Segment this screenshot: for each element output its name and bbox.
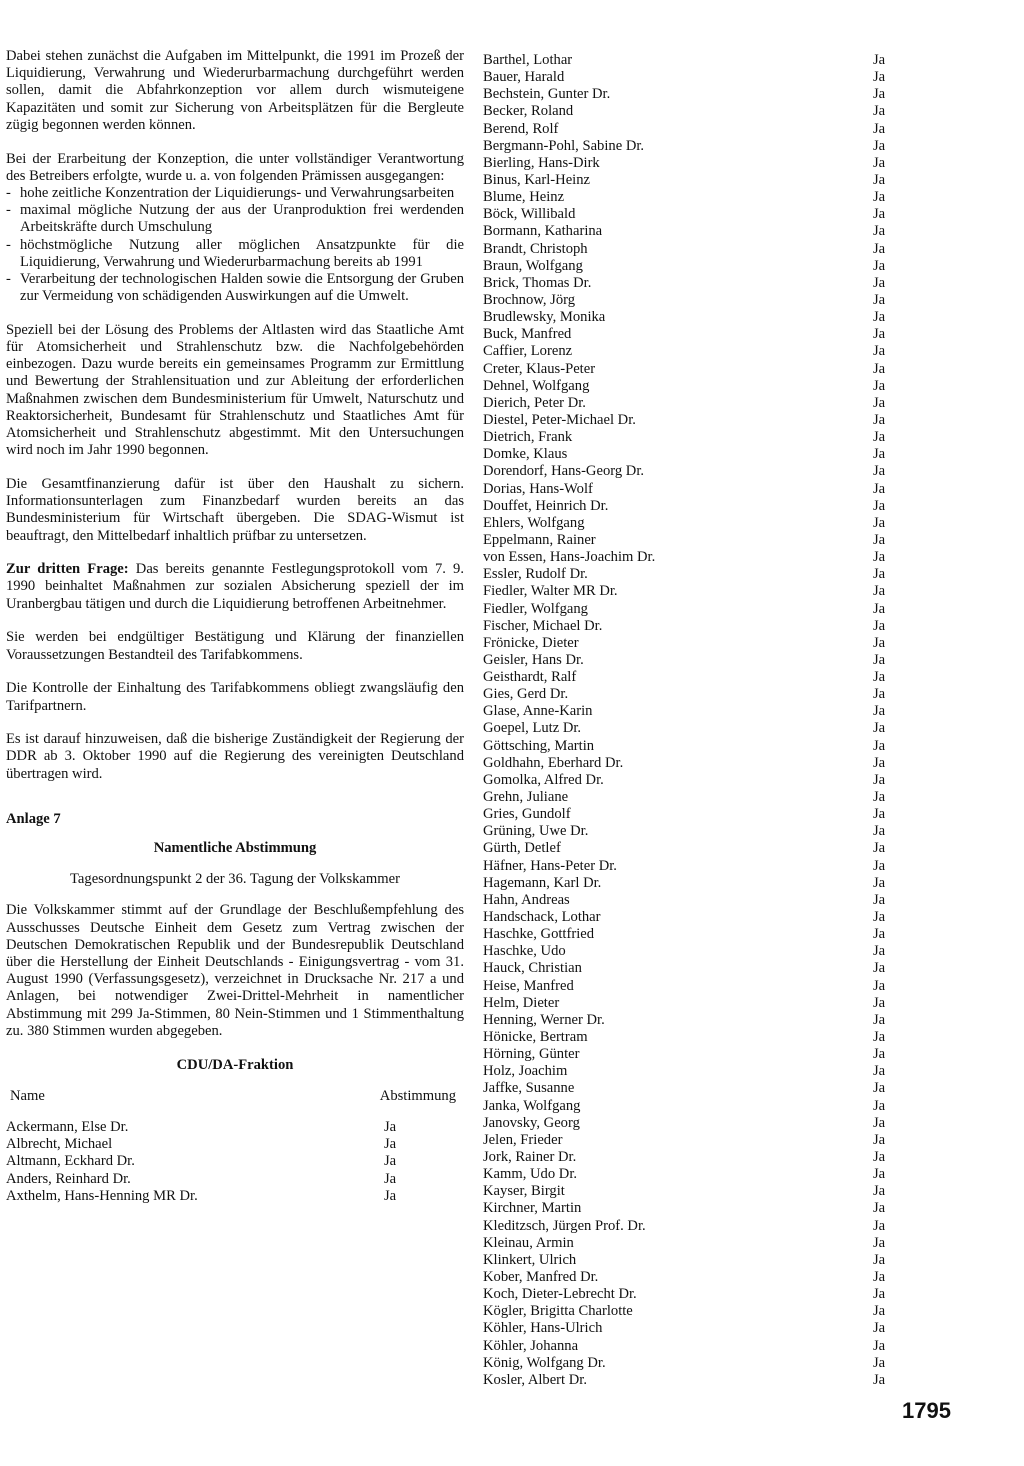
member-vote: Ja (873, 463, 886, 480)
table-row (483, 463, 903, 480)
table-row (6, 1136, 444, 1153)
member-name: Janovsky, Georg (483, 1114, 580, 1131)
member-name: Hörning, Günter (483, 1046, 580, 1063)
member-name: Hauck, Christian (483, 960, 582, 977)
member-vote: Ja (873, 566, 886, 583)
member-name: Domke, Klaus (483, 446, 568, 463)
member-name: Ehlers, Wolfgang (483, 514, 585, 531)
table-row (483, 1098, 903, 1115)
left-column (6, 48, 464, 1205)
member-name: Frönicke, Dieter (483, 634, 579, 651)
member-name: Kayser, Birgit (483, 1183, 565, 1200)
table-row (483, 429, 903, 446)
table-row (483, 121, 903, 138)
paragraph-zustaendigkeit: Es ist darauf hinzuweisen, daß die bisherige Zuständigkeit der Regierung der DDR ab 3. Oktober 1990 auf die Regierung des vereinigten Deutschland übertragen wird. (6, 731, 464, 782)
table-row (483, 1338, 903, 1355)
table-row (483, 601, 903, 618)
member-vote: Ja (873, 909, 886, 926)
member-vote: Ja (873, 1131, 886, 1148)
member-name: Brandt, Christoph (483, 240, 588, 257)
member-vote: Ja (873, 994, 886, 1011)
table-row (483, 1080, 903, 1097)
member-name: Kleditzsch, Jürgen Prof. Dr. (483, 1217, 646, 1234)
member-name: Caffier, Lorenz (483, 343, 573, 360)
member-vote: Ja (873, 737, 886, 754)
member-vote: Ja (873, 943, 886, 960)
member-vote: Ja (873, 154, 886, 171)
member-name: Bierling, Hans-Dirk (483, 154, 600, 171)
table-row (483, 1286, 903, 1303)
table-row (483, 618, 903, 635)
table-row (483, 532, 903, 549)
member-vote: Ja (873, 429, 886, 446)
member-vote: Ja (873, 771, 886, 788)
table-row (483, 943, 903, 960)
member-vote: Ja (873, 531, 886, 548)
member-name: Geisler, Hans Dr. (483, 651, 584, 668)
table-row (483, 52, 903, 69)
table-row (6, 1188, 444, 1205)
table-row (483, 361, 903, 378)
member-name: Handschack, Lothar (483, 909, 601, 926)
table-row (483, 1320, 903, 1337)
member-vote: Ja (873, 411, 886, 428)
table-row (483, 309, 903, 326)
vote-table-header (6, 1088, 464, 1105)
member-vote: Ja (873, 1046, 886, 1063)
member-vote: Ja (873, 1183, 886, 1200)
table-row (483, 1063, 903, 1080)
table-row (483, 1252, 903, 1269)
table-row (483, 155, 903, 172)
table-row (483, 412, 903, 429)
annex-heading: Anlage 7 (6, 810, 61, 827)
vote-title: Namentliche Abstimmung (153, 840, 317, 857)
table-row (483, 138, 903, 155)
member-name: Henning, Werner Dr. (483, 1011, 605, 1028)
member-vote: Ja (873, 1371, 886, 1388)
member-name: Anders, Reinhard Dr. (6, 1170, 131, 1187)
table-row (483, 566, 903, 583)
table-row (483, 1372, 903, 1389)
member-name: Janka, Wolfgang (483, 1097, 581, 1114)
member-vote: Ja (873, 1320, 886, 1337)
member-vote: Ja (873, 1217, 886, 1234)
member-name: Axthelm, Hans-Henning MR Dr. (6, 1187, 198, 1204)
member-vote: Ja (873, 189, 886, 206)
table-row (483, 669, 903, 686)
paragraph-beschluss: Die Volkskammer stimmt auf der Grundlage der Beschlußempfehlung des Ausschusses Deutsche Einheit dem Gesetz zum Vertrag zwischen der Deutschen Demokratischen Republik und der Bundesrepublik Deutschland über die Herstellung der Einheit Deutschlands - Einigungsvertrag - vom 31. August 1990 (Verfassungsgesetz), verzeichnet in Drucksache Nr. 217 a und Anlagen, bei notwendiger Zwei-Drittel-Mehrheit in namentlicher Abstimmung mit 299 Ja-Stimmen, 80 Nein-Stimmen und 1 Stimmenthaltung zu. 380 Stimmen wurden abgegeben. (6, 902, 464, 1039)
member-vote: Ja (873, 669, 886, 686)
member-name: Kögler, Brigitta Charlotte (483, 1303, 633, 1320)
member-vote: Ja (873, 651, 886, 668)
member-name: Gomolka, Alfred Dr. (483, 771, 604, 788)
member-vote: Ja (873, 789, 886, 806)
member-name: Heise, Manfred (483, 977, 574, 994)
table-row (483, 395, 903, 412)
table-row (483, 326, 903, 343)
member-vote: Ja (873, 120, 886, 137)
member-name: Jelen, Frieder (483, 1131, 563, 1148)
member-name: Bergmann-Pohl, Sabine Dr. (483, 137, 645, 154)
member-vote: Ja (873, 1268, 886, 1285)
member-vote: Ja (873, 1234, 886, 1251)
member-vote: Ja (873, 446, 886, 463)
table-row (483, 909, 903, 926)
member-name: Bormann, Katharina (483, 223, 603, 240)
member-name: Köhler, Johanna (483, 1337, 579, 1354)
member-name: Dierich, Peter Dr. (483, 394, 586, 411)
list-item: - höchstmögliche Nutzung aller möglichen Ansatzpunkte für die Liquidierung, Verwahrung und Wiederurbarmachung bereits ab 1991 (6, 237, 464, 271)
member-vote: Ja (873, 343, 886, 360)
table-row (483, 635, 903, 652)
vote-list-right (483, 52, 903, 1389)
member-name: Dorendorf, Hans-Georg Dr. (483, 463, 645, 480)
member-vote: Ja (384, 1118, 397, 1135)
member-name: Goepel, Lutz Dr. (483, 720, 582, 737)
member-vote: Ja (873, 394, 886, 411)
vote-list-left (6, 1119, 464, 1205)
table-row (483, 1149, 903, 1166)
member-name: Koch, Dieter-Lebrecht Dr. (483, 1286, 637, 1303)
member-vote: Ja (873, 223, 886, 240)
member-name: Klinkert, Ulrich (483, 1251, 577, 1268)
table-row (483, 1012, 903, 1029)
table-row (483, 926, 903, 943)
member-vote: Ja (873, 857, 886, 874)
table-row (483, 1183, 903, 1200)
member-vote: Ja (873, 583, 886, 600)
member-vote: Ja (873, 874, 886, 891)
member-name: Glase, Anne-Karin (483, 703, 593, 720)
paragraph-finanzierung: Die Gesamtfinanzierung dafür ist über den Haushalt zu sichern. Informationsunterlagen zum Finanzbedarf wurden bereits an das Bundesministerium für Wirtschaft übergeben. Die SDAG-Wismut ist beauftragt, den Mittelbedarf inhaltlich prüfbar zu untersetzen. (6, 475, 464, 544)
member-vote: Ja (873, 823, 886, 840)
member-vote: Ja (873, 103, 886, 120)
member-vote: Ja (873, 480, 886, 497)
table-row (483, 960, 903, 977)
premises-list (6, 185, 464, 305)
table-row (483, 172, 903, 189)
paragraph-konzeption: Bei der Erarbeitung der Konzeption, die unter vollständiger Verantwortung des Betreibers erfolgte, wurde u. a. von folgenden Prämissen ausgegangen: (6, 150, 464, 184)
table-row (483, 86, 903, 103)
table-row (483, 275, 903, 292)
member-name: Creter, Klaus-Peter (483, 360, 596, 377)
member-vote: Ja (873, 1080, 886, 1097)
member-vote: Ja (873, 1337, 886, 1354)
member-vote: Ja (873, 600, 886, 617)
member-vote: Ja (873, 549, 886, 566)
table-row (483, 481, 903, 498)
member-vote: Ja (873, 326, 886, 343)
member-name: Ackermann, Else Dr. (6, 1118, 129, 1135)
table-row (483, 995, 903, 1012)
member-name: Kleinau, Armin (483, 1234, 574, 1251)
member-vote: Ja (873, 360, 886, 377)
faction-heading: CDU/DA-Fraktion (176, 1056, 294, 1073)
member-vote: Ja (873, 1166, 886, 1183)
member-vote: Ja (873, 309, 886, 326)
member-name: Helm, Dieter (483, 994, 560, 1011)
member-vote: Ja (384, 1170, 397, 1187)
member-name: Böck, Willibald (483, 206, 576, 223)
member-vote: Ja (873, 137, 886, 154)
member-vote: Ja (384, 1136, 397, 1153)
member-name: Altmann, Eckhard Dr. (6, 1153, 135, 1170)
table-row (483, 241, 903, 258)
member-vote: Ja (873, 1354, 886, 1371)
member-name: Albrecht, Michael (6, 1136, 113, 1153)
member-vote: Ja (873, 86, 886, 103)
table-row (483, 223, 903, 240)
member-name: Grehn, Juliane (483, 789, 569, 806)
member-name: Kirchner, Martin (483, 1200, 582, 1217)
member-name: Haschke, Udo (483, 943, 566, 960)
table-row (483, 549, 903, 566)
member-name: Bechstein, Gunter Dr. (483, 86, 611, 103)
member-name: Jaffke, Susanne (483, 1080, 575, 1097)
member-vote: Ja (873, 69, 886, 86)
member-name: Gries, Gundolf (483, 806, 571, 823)
column-header-name: Name (10, 1087, 45, 1104)
member-vote: Ja (873, 291, 886, 308)
member-vote: Ja (873, 703, 886, 720)
member-vote: Ja (873, 720, 886, 737)
member-vote: Ja (873, 617, 886, 634)
table-row (483, 686, 903, 703)
paragraph-tarif: Sie werden bei endgültiger Bestätigung und Klärung der finanziellen Voraussetzungen Bestandteil des Tarifabkommens. (6, 629, 464, 663)
member-vote: Ja (873, 1251, 886, 1268)
table-row (483, 69, 903, 86)
member-name: Kosler, Albert Dr. (483, 1371, 587, 1388)
table-row (483, 446, 903, 463)
member-name: Brick, Thomas Dr. (483, 274, 592, 291)
table-row (483, 978, 903, 995)
table-row (483, 1200, 903, 1217)
member-name: Goldhahn, Eberhard Dr. (483, 754, 624, 771)
member-vote: Ja (873, 171, 886, 188)
table-row (483, 583, 903, 600)
table-row (483, 1046, 903, 1063)
table-row (483, 858, 903, 875)
member-vote: Ja (873, 1149, 886, 1165)
member-name: Blume, Heinz (483, 189, 565, 206)
member-name: Douffet, Heinrich Dr. (483, 497, 609, 514)
table-row (483, 840, 903, 857)
table-row (483, 343, 903, 360)
table-row (483, 789, 903, 806)
table-row (483, 1166, 903, 1183)
table-row (483, 1355, 903, 1372)
table-row (6, 1171, 444, 1188)
member-name: Barthel, Lothar (483, 52, 573, 68)
member-name: Becker, Roland (483, 103, 574, 120)
paragraph-dritte-frage (6, 561, 464, 613)
member-vote: Ja (873, 240, 886, 257)
table-row (483, 1218, 903, 1235)
table-row (483, 1132, 903, 1149)
member-name: Fiedler, Wolfgang (483, 600, 588, 617)
table-row (483, 703, 903, 720)
member-vote: Ja (873, 514, 886, 531)
table-row (6, 1153, 444, 1170)
member-name: Bauer, Harald (483, 69, 565, 86)
member-name: Essler, Rudolf Dr. (483, 566, 588, 583)
table-row (483, 103, 903, 120)
question-label: Zur dritten Frage: (6, 561, 129, 578)
member-name: Kamm, Udo Dr. (483, 1166, 578, 1183)
column-header-vote: Abstimmung (379, 1087, 456, 1104)
member-vote: Ja (873, 1029, 886, 1046)
member-name: Köhler, Hans-Ulrich (483, 1320, 603, 1337)
table-row (483, 206, 903, 223)
table-row (483, 1115, 903, 1132)
member-name: Kober, Manfred Dr. (483, 1268, 599, 1285)
member-vote: Ja (873, 891, 886, 908)
table-row (483, 738, 903, 755)
table-row (483, 189, 903, 206)
table-row (483, 823, 903, 840)
member-name: Dietrich, Frank (483, 429, 573, 446)
table-row (483, 515, 903, 532)
member-vote: Ja (873, 52, 886, 68)
table-row (483, 1235, 903, 1252)
member-vote: Ja (873, 1303, 886, 1320)
member-vote: Ja (873, 754, 886, 771)
member-name: Hönicke, Bertram (483, 1029, 588, 1046)
member-name: Binus, Karl-Heinz (483, 171, 590, 188)
member-name: Haschke, Gottfried (483, 926, 595, 943)
member-vote: Ja (873, 686, 886, 703)
table-row (483, 292, 903, 309)
vote-subtitle: Tagesordnungspunkt 2 der 36. Tagung der Volkskammer (70, 871, 400, 888)
paragraph-altlasten: Speziell bei der Lösung des Problems der Altlasten wird das Staatliche Amt für Atomsicherheit und Strahlenschutz bzw. die Nachfolgebehörden einbezogen. Dazu wurde bereits ein gemeinsames Programm zur Ermittlung und Bewertung der Strahlensituation und zur Ableitung der erforderlichen Maßnahmen zwischen dem Bundesministerium für Umwelt, Naturschutz und Reaktorsicherheit, Bundesamt für Strahlenschutz und Staatliches Amt für Atomsicherheit und Strahlenschutz abgestimmt. Mit den Untersuchungen wird noch im Jahr 1990 begonnen. (6, 321, 464, 459)
member-vote: Ja (873, 1063, 886, 1080)
member-vote: Ja (873, 960, 886, 977)
member-name: Jork, Rainer Dr. (483, 1149, 577, 1165)
table-row (483, 378, 903, 395)
member-name: Braun, Wolfgang (483, 257, 583, 274)
table-row (483, 1029, 903, 1046)
table-row (483, 892, 903, 909)
member-name: Brudlewsky, Monika (483, 309, 606, 326)
table-row (483, 498, 903, 515)
member-vote: Ja (873, 926, 886, 943)
member-name: Fischer, Michael Dr. (483, 617, 603, 634)
page-number: 1795 (902, 1398, 951, 1423)
member-name: Diestel, Peter-Michael Dr. (483, 411, 636, 428)
member-name: Hahn, Andreas (483, 891, 570, 908)
table-row (483, 1269, 903, 1286)
table-row (483, 772, 903, 789)
list-item: - hohe zeitliche Konzentration der Liquidierungs- und Verwahrungsarbeiten (6, 185, 464, 202)
table-row (483, 875, 903, 892)
member-vote: Ja (384, 1153, 397, 1170)
member-name: Dehnel, Wolfgang (483, 377, 590, 394)
member-name: Brochnow, Jörg (483, 291, 576, 308)
table-row (6, 1119, 444, 1136)
member-name: Holz, Joachim (483, 1063, 568, 1080)
member-vote: Ja (384, 1187, 397, 1204)
member-name: Buck, Manfred (483, 326, 572, 343)
member-name: Hagemann, Karl Dr. (483, 874, 602, 891)
member-name: Eppelmann, Rainer (483, 531, 596, 548)
member-name: Göttsching, Martin (483, 737, 595, 754)
member-vote: Ja (873, 1200, 886, 1217)
member-name: Berend, Rolf (483, 120, 559, 137)
member-name: Fiedler, Walter MR Dr. (483, 583, 618, 600)
member-vote: Ja (873, 977, 886, 994)
member-vote: Ja (873, 377, 886, 394)
member-vote: Ja (873, 1286, 886, 1303)
list-item: - Verarbeitung der technologischen Halden sowie die Entsorgung der Gruben zur Vermeidung von schädigenden Auswirkungen auf die Umwelt. (6, 271, 464, 305)
member-vote: Ja (873, 1097, 886, 1114)
member-name: Gürth, Detlef (483, 840, 561, 857)
member-name: Häfner, Hans-Peter Dr. (483, 857, 617, 874)
member-name: Dorias, Hans-Wolf (483, 480, 593, 497)
table-row (483, 755, 903, 772)
list-item: - maximal mögliche Nutzung der aus der Uranproduktion frei werdenden Arbeitskräfte durch Umschulung (6, 202, 464, 236)
member-name: Gies, Gerd Dr. (483, 686, 569, 703)
member-name: König, Wolfgang Dr. (483, 1354, 606, 1371)
member-vote: Ja (873, 1114, 886, 1131)
paragraph-aufgaben: Dabei stehen zunächst die Aufgaben im Mittelpunkt, die 1991 im Prozeß der Liquidierung, Verwahrung und Wiederurbarmachung durchgeführt werden sollen, damit die Abfahrkonzeption vor allem durch wismuteigene Kapazitäten und somit zur Sicherung von Arbeitsplätzen für die Bergleute zügig begonnen werden können. (6, 48, 464, 133)
table-row (483, 652, 903, 669)
table-row (483, 806, 903, 823)
paragraph-kontrolle: Die Kontrolle der Einhaltung des Tarifabkommens obliegt zwangsläufig den Tarifpartnern. (6, 680, 464, 714)
member-name: Grüning, Uwe Dr. (483, 823, 589, 840)
table-row (483, 258, 903, 275)
table-row (483, 720, 903, 737)
table-row (483, 1303, 903, 1320)
member-name: von Essen, Hans-Joachim Dr. (483, 549, 656, 566)
member-vote: Ja (873, 206, 886, 223)
member-vote: Ja (873, 1011, 886, 1028)
member-vote: Ja (873, 840, 886, 857)
member-vote: Ja (873, 634, 886, 651)
member-name: Geisthardt, Ralf (483, 669, 577, 686)
member-vote: Ja (873, 806, 886, 823)
question-answer: Das bereits genannte Festlegungsprotokoll vom 7. 9. 1990 beinhaltet Maßnahmen zur sozialen Absicherung speziell der im Uranbergbau tätigen und durch die Liquidierung betroffenen Arbeitnehmer. (6, 561, 464, 612)
member-vote: Ja (873, 257, 886, 274)
member-vote: Ja (873, 274, 886, 291)
member-vote: Ja (873, 497, 886, 514)
